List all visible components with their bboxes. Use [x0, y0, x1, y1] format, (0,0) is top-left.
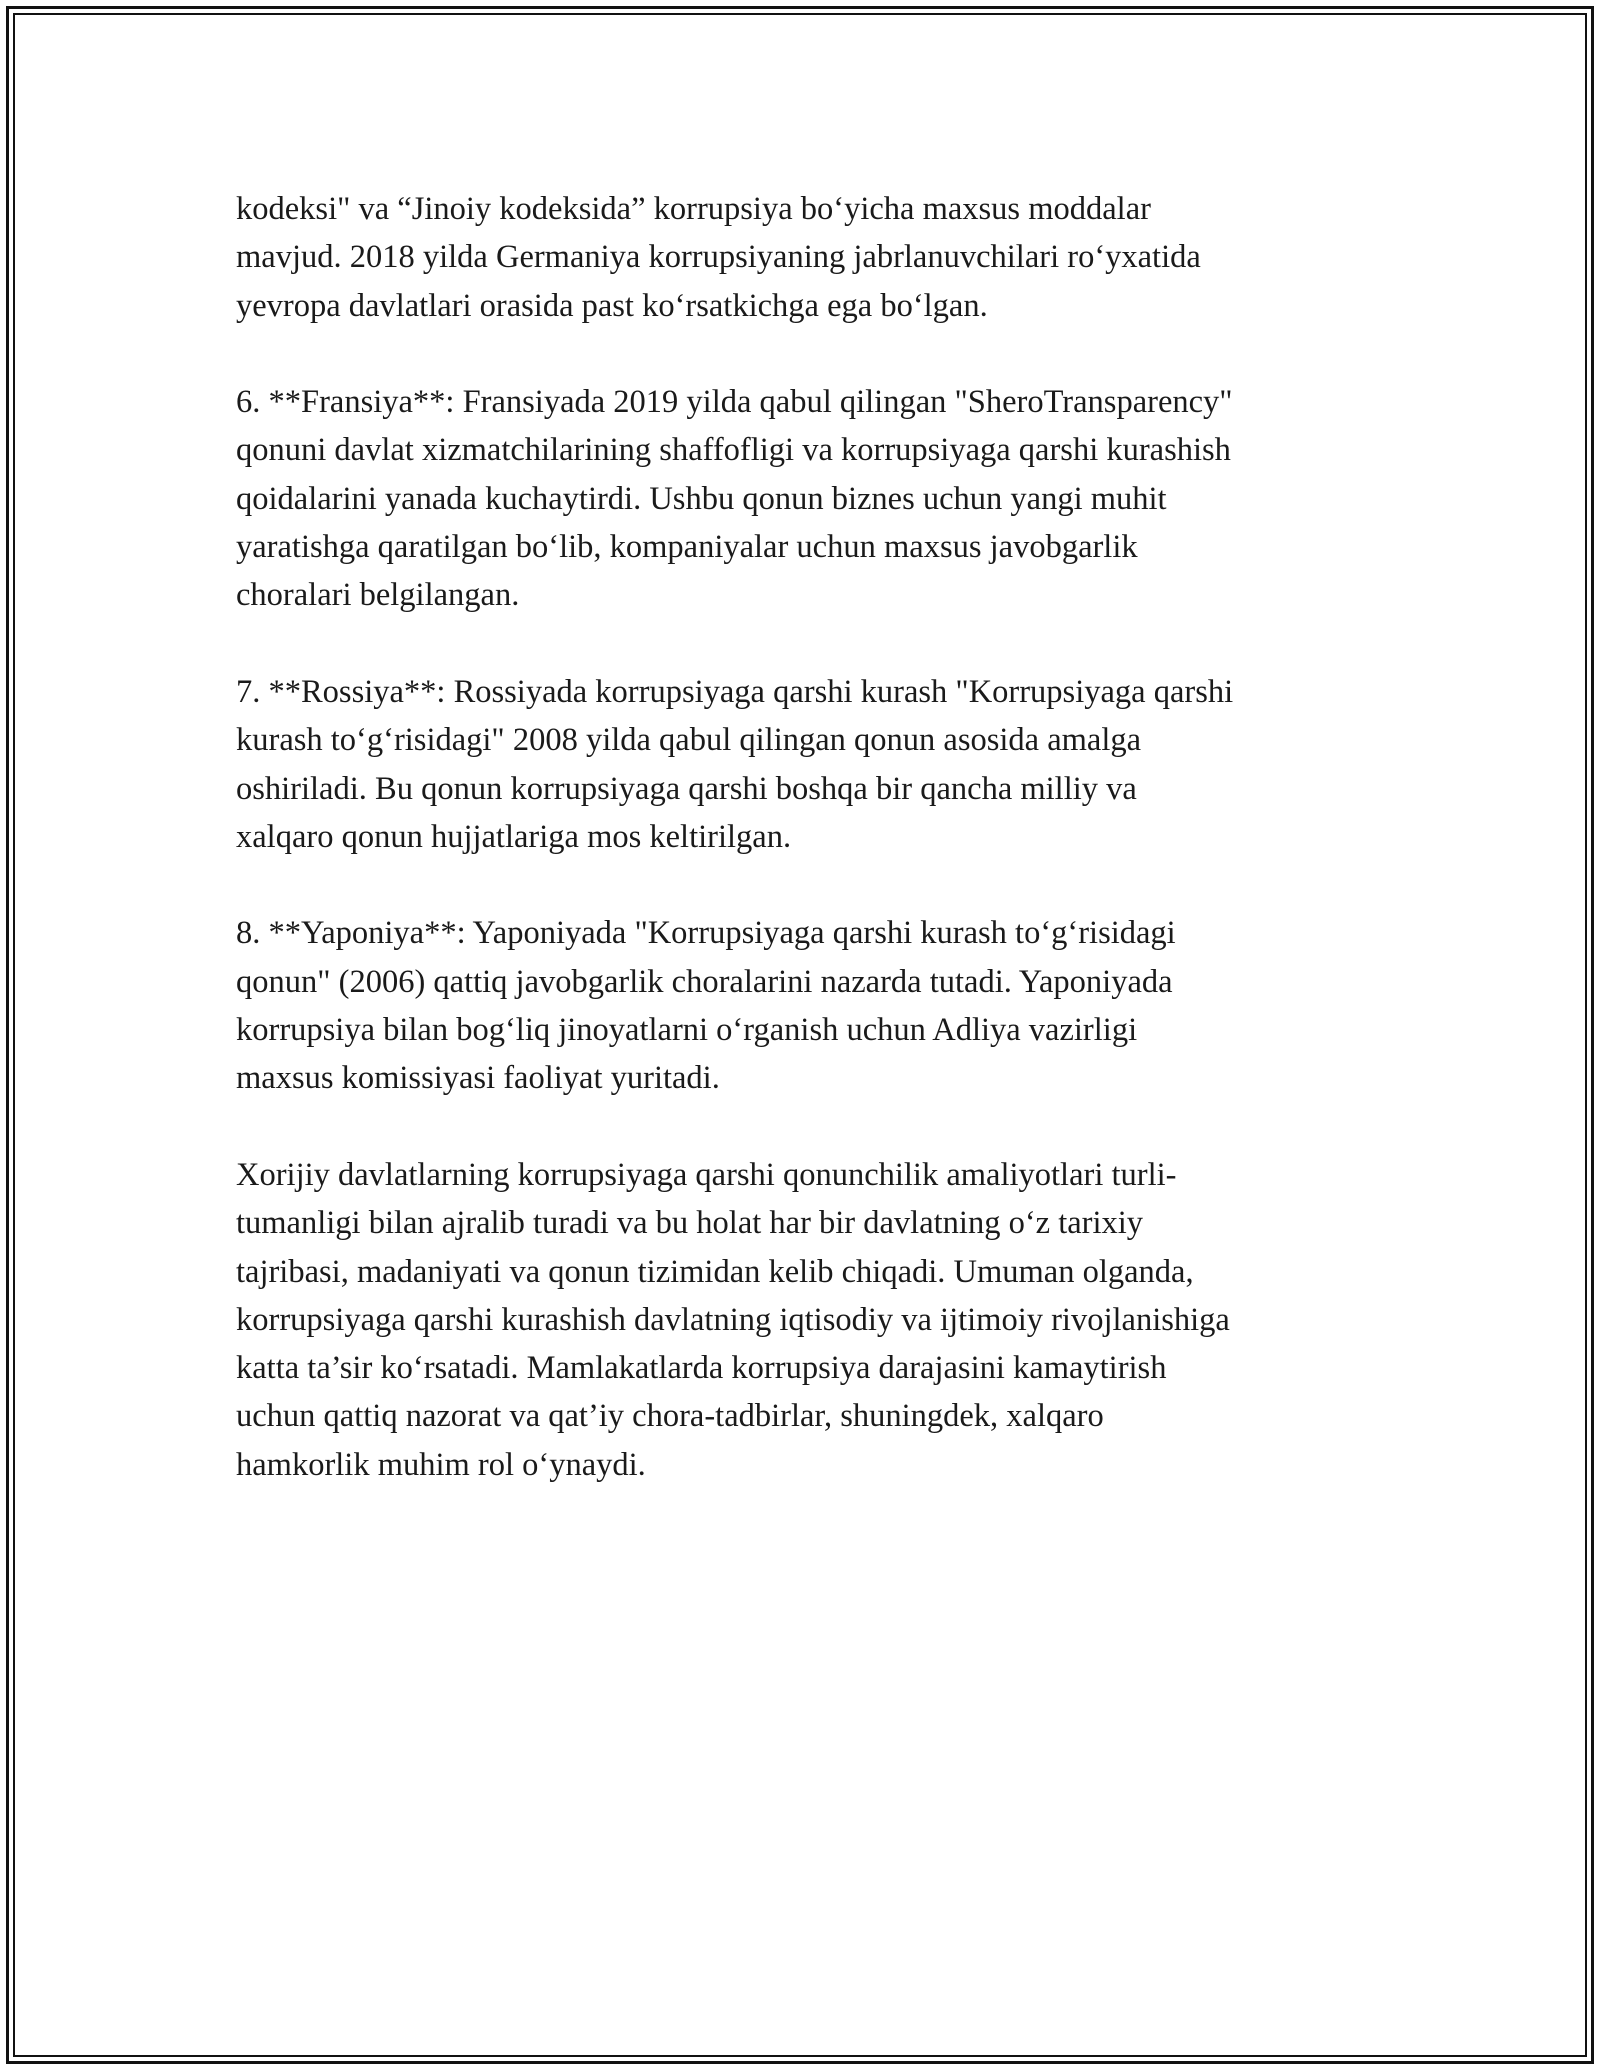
- paragraph-conclusion: Xorijiy davlatlarning korrupsiyaga qarshi qonunchilik amaliyotlari turli- tumanligi bilan ajralib turadi va bu holat har bir davlatning o‘z tarixiy tajribasi, madaniyati va qonun tizimidan kelib chiqadi. Umuman olganda, korrupsiyaga qarshi kurashish davlatning iqtisodiy va ijtimoiy rivojlanishiga katta ta’sir ko‘rsatadi. Mamlakatlarda korrupsiya darajasini kamaytirish uchun qattiq nazorat va qat’iy chora-tadbirlar, shuningdek, xalqaro hamkorlik muhim rol o‘ynaydi.: [236, 1156, 1230, 1483]
- paragraph-germany-continuation: kodeksi" va “Jinoiy kodeksida” korrupsiya bo‘yicha maxsus moddalar mavjud. 2018 yilda Germaniya korrupsiyaning jabrlanuvchilari ro‘yxatida yevropa davlatlari orasida past ko‘rsatkichga ega bo‘lgan.: [236, 191, 1201, 324]
- paragraph-france: 6. **Fransiya**: Fransiyada 2019 yilda qabul qilingan "SheroTransparency" qonuni davlat xizmatchilarining shaffofligi va korrupsiyaga qarshi kurashish qoidalarini yanada kuchaytirdi. Ushbu qonun biznes uchun yangi muhit yaratishga qaratilgan bo‘lib, kompaniyalar uchun maxsus javobgarlik choralari belgilangan.: [236, 384, 1233, 614]
- paragraph-japan: 8. **Yaponiya**: Yaponiyada "Korrupsiyaga qarshi kurash to‘g‘risidagi qonun" (2006) qattiq javobgarlik choralarini nazarda tutadi. Yaponiyada korrupsiya bilan bog‘liq jinoyatlarni o‘rganish uchun Adliya vazirligi maxsus komissiyasi faoliyat yuritadi.: [236, 915, 1176, 1097]
- document-body: [236, 185, 1376, 1489]
- paragraph-russia: 7. **Rossiya**: Rossiyada korrupsiyaga qarshi kurash "Korrupsiyaga qarshi kurash to‘g‘risidagi" 2008 yilda qabul qilingan qonun asosida amalga oshiriladi. Bu qonun korrupsiyaga qarshi boshqa bir qancha milliy va xalqaro qonun hujjatlariga mos keltirilgan.: [236, 673, 1234, 855]
